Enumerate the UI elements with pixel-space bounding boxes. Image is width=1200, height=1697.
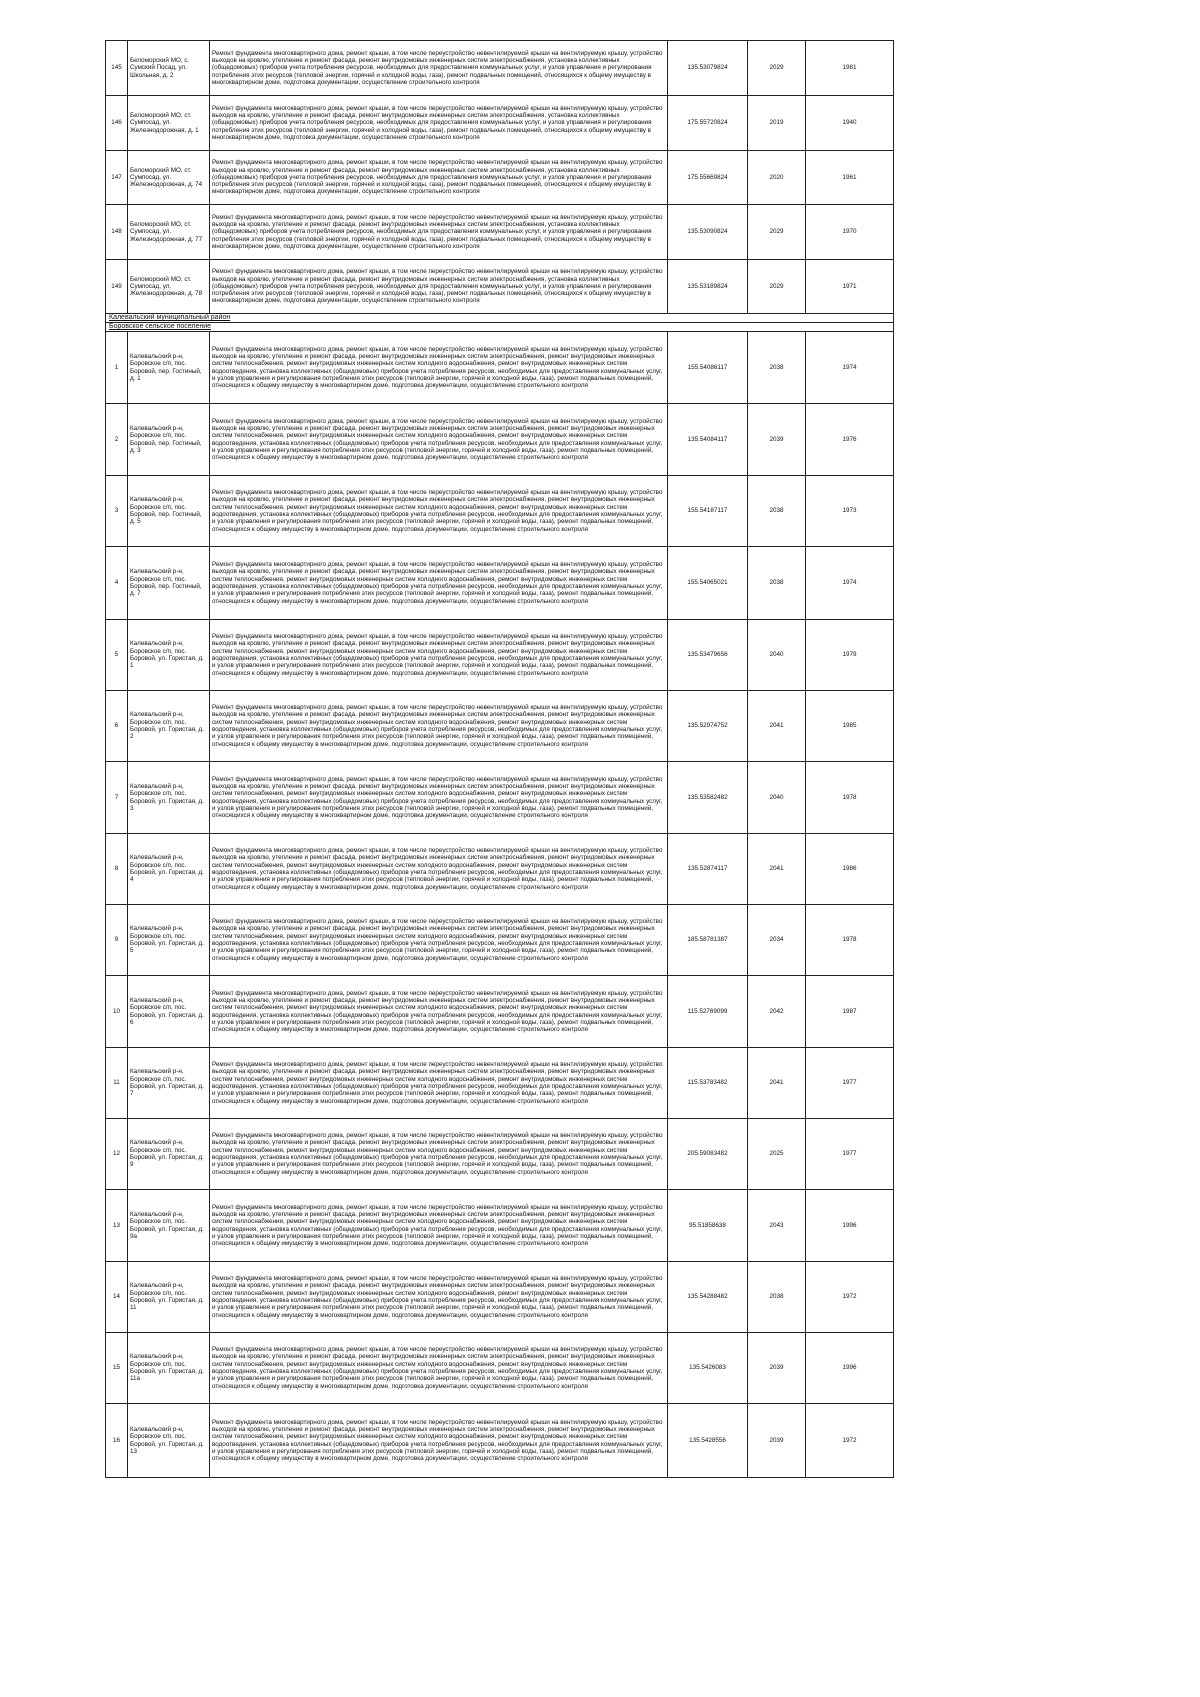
address-cell: Беломорский МО, ст. Сумпосад, ул. Железнодорожная, д. 78 xyxy=(128,260,210,314)
address-cell: Калевальский р-н, Боровское с/п, пос. Боровой, пер. Гостиный, д. 5 xyxy=(128,476,210,547)
row-number: 13 xyxy=(106,1190,128,1262)
row-number: 8 xyxy=(106,834,128,905)
address-cell: Беломорский МО, ст. Сумпосад, ул. Железнодорожная, д. 1 xyxy=(128,96,210,151)
table-row xyxy=(106,404,894,476)
table-row xyxy=(106,905,894,976)
planned-year-cell: 2034 xyxy=(748,905,806,976)
row-number: 14 xyxy=(106,1262,128,1333)
works-description-cell: Ремонт фундамента многоквартирного дома, ремонт крыши, в том числе переустройство невентилируемой крыши на вентилируемую крышу, устройство выходов на кровлю, утепление и ремонт фасада, ремонт внутридомовых инженерных систем электроснабжения, ремонт внутридомовых инженерных систем теплоснабжения, ремонт внутридомовых инженерных систем холодного водоснабжения, ремонт внутридомовых инженерных систем водоотведения, установка коллективных (общедомовых) приборов учета потребления ресурсов, необходимых для предоставления коммунальных услуг, и узлов управления и регулирования потребления этих ресурсов (тепловой энергии, горячей и холодной воды, газа), ремонт подвальных помещений, относящихся к общему имуществу в многоквартирном доме, подготовка документации, осуществление строительного контроля xyxy=(210,404,668,476)
row-number: 12 xyxy=(106,1119,128,1190)
planned-year-cell: 2025 xyxy=(748,1119,806,1190)
planned-year-cell: 2038 xyxy=(748,332,806,404)
commissioning-year-cell: 1978 xyxy=(806,905,894,976)
row-number: 146 xyxy=(106,96,128,151)
value-cell: 155.54187117 xyxy=(668,476,748,547)
commissioning-year-cell: 1974 xyxy=(806,332,894,404)
value-cell: 135.53582482 xyxy=(668,762,748,834)
row-number: 148 xyxy=(106,205,128,260)
planned-year-cell: 2042 xyxy=(748,976,806,1048)
row-number: 1 xyxy=(106,332,128,404)
value-cell: 135.5428556 xyxy=(668,1404,748,1478)
planned-year-cell: 2039 xyxy=(748,404,806,476)
works-description-cell: Ремонт фундамента многоквартирного дома, ремонт крыши, в том числе переустройство невентилируемой крыши на вентилируемую крышу, устройство выходов на кровлю, утепление и ремонт фасада, ремонт внутридомовых инженерных систем электроснабжения, ремонт внутридомовых инженерных систем теплоснабжения, ремонт внутридомовых инженерных систем холодного водоснабжения, ремонт внутридомовых инженерных систем водоотведения, установка коллективных (общедомовых) приборов учета потребления ресурсов, необходимых для предоставления коммунальных услуг, и узлов управления и регулирования потребления этих ресурсов (тепловой энергии, горячей и холодной воды, газа), ремонт подвальных помещений, относящихся к общему имуществу в многоквартирном доме, подготовка документации, осуществление строительного контроля xyxy=(210,547,668,620)
table-row xyxy=(106,332,894,404)
works-description-cell: Ремонт фундамента многоквартирного дома, ремонт крыши, в том числе переустройство невентилируемой крыши на вентилируемую крышу, устройство выходов на кровлю, утепление и ремонт фасада, ремонт внутридомовых инженерных систем электроснабжения, ремонт внутридомовых инженерных систем теплоснабжения, ремонт внутридомовых инженерных систем холодного водоснабжения, ремонт внутридомовых инженерных систем водоотведения, установка коллективных (общедомовых) приборов учета потребления ресурсов, необходимых для предоставления коммунальных услуг, и узлов управления и регулирования потребления этих ресурсов (тепловой энергии, горячей и холодной воды, газа), ремонт подвальных помещений, относящихся к общему имуществу в многоквартирном доме, подготовка документации, осуществление строительного контроля xyxy=(210,834,668,905)
address-cell: Калевальский р-н, Боровское с/п, пос. Боровой, пер. Гостиный, д. 1 xyxy=(128,332,210,404)
commissioning-year-cell: 1981 xyxy=(806,41,894,96)
planned-year-cell: 2039 xyxy=(748,1333,806,1404)
planned-year-cell: 2029 xyxy=(748,205,806,260)
commissioning-year-cell: 1970 xyxy=(806,205,894,260)
value-cell: 185.58781387 xyxy=(668,905,748,976)
commissioning-year-cell: 1961 xyxy=(806,151,894,205)
value-cell: 135.5426083 xyxy=(668,1333,748,1404)
row-number: 149 xyxy=(106,260,128,314)
works-description-cell: Ремонт фундамента многоквартирного дома, ремонт крыши, в том числе переустройство невентилируемой крыши на вентилируемую крышу, устройство выходов на кровлю, утепление и ремонт фасада, ремонт внутридомовых инженерных систем электроснабжения, установка коллективных (общедомовых) приборов учета потребления ресурсов, необходимых для предоставления коммунальных услуг, и узлов управления и регулирования потребления этих ресурсов (тепловой энергии, горячей и холодной воды, газа), ремонт подвальных помещений, относящихся к общему имуществу в многоквартирном доме, подготовка документации, осуществление строительного контроля xyxy=(210,151,668,205)
table-row xyxy=(106,96,894,151)
value-cell: 135.53079824 xyxy=(668,41,748,96)
planned-year-cell: 2038 xyxy=(748,1262,806,1333)
works-description-cell: Ремонт фундамента многоквартирного дома, ремонт крыши, в том числе переустройство невентилируемой крыши на вентилируемую крышу, устройство выходов на кровлю, утепление и ремонт фасада, ремонт внутридомовых инженерных систем электроснабжения, ремонт внутридомовых инженерных систем теплоснабжения, ремонт внутридомовых инженерных систем холодного водоснабжения, ремонт внутридомовых инженерных систем водоотведения, установка коллективных (общедомовых) приборов учета потребления ресурсов, необходимых для предоставления коммунальных услуг, и узлов управления и регулирования потребления этих ресурсов (тепловой энергии, горячей и холодной воды, газа), ремонт подвальных помещений, относящихся к общему имуществу в многоквартирном доме, подготовка документации, осуществление строительного контроля xyxy=(210,476,668,547)
works-description-cell: Ремонт фундамента многоквартирного дома, ремонт крыши, в том числе переустройство невентилируемой крыши на вентилируемую крышу, устройство выходов на кровлю, утепление и ремонт фасада, ремонт внутридомовых инженерных систем электроснабжения, ремонт внутридомовых инженерных систем теплоснабжения, ремонт внутридомовых инженерных систем холодного водоснабжения, ремонт внутридомовых инженерных систем водоотведения, установка коллективных (общедомовых) приборов учета потребления ресурсов, необходимых для предоставления коммунальных услуг, и узлов управления и регулирования потребления этих ресурсов (тепловой энергии, горячей и холодной воды, газа), ремонт подвальных помещений, относящихся к общему имуществу в многоквартирном доме, подготовка документации, осуществление строительного контроля xyxy=(210,1333,668,1404)
table-row xyxy=(106,1404,894,1478)
value-cell: 135.53090824 xyxy=(668,205,748,260)
address-cell: Калевальский р-н, Боровское с/п, пос. Боровой, ул. Гористая, д. 3 xyxy=(128,762,210,834)
table-row xyxy=(106,762,894,834)
commissioning-year-cell: 1979 xyxy=(806,620,894,691)
table-row xyxy=(106,476,894,547)
works-description-cell: Ремонт фундамента многоквартирного дома, ремонт крыши, в том числе переустройство невентилируемой крыши на вентилируемую крышу, устройство выходов на кровлю, утепление и ремонт фасада, ремонт внутридомовых инженерных систем электроснабжения, установка коллективных (общедомовых) приборов учета потребления ресурсов, необходимых для предоставления коммунальных услуг, и узлов управления и регулирования потребления этих ресурсов (тепловой энергии, горячей и холодной воды, газа), ремонт подвальных помещений, относящихся к общему имуществу в многоквартирном доме, подготовка документации, осуществление строительного контроля xyxy=(210,96,668,151)
repair-schedule-sheet xyxy=(105,40,893,1478)
table-row xyxy=(106,547,894,620)
commissioning-year-cell: 1996 xyxy=(806,1333,894,1404)
address-cell: Калевальский р-н, Боровское с/п, пос. Боровой, ул. Гористая, д. 4 xyxy=(128,834,210,905)
commissioning-year-cell: 1977 xyxy=(806,1119,894,1190)
planned-year-cell: 2029 xyxy=(748,41,806,96)
value-cell: 135.52874117 xyxy=(668,834,748,905)
row-number: 4 xyxy=(106,547,128,620)
value-cell: 135.53479656 xyxy=(668,620,748,691)
settlement-header-row-label: Боровское сельское поселение xyxy=(106,323,894,332)
value-cell: 175.55669824 xyxy=(668,151,748,205)
commissioning-year-cell: 1978 xyxy=(806,762,894,834)
commissioning-year-cell: 1996 xyxy=(806,1190,894,1262)
value-cell: 155.54086117 xyxy=(668,332,748,404)
value-cell: 135.52974752 xyxy=(668,691,748,762)
value-cell: 205.59083482 xyxy=(668,1119,748,1190)
address-cell: Калевальский р-н, Боровское с/п, пос. Боровой, ул. Гористая, д. 13 xyxy=(128,1404,210,1478)
row-number: 145 xyxy=(106,41,128,96)
value-cell: 115.53783482 xyxy=(668,1048,748,1119)
district-header-row xyxy=(106,314,894,323)
value-cell: 175.55720824 xyxy=(668,96,748,151)
commissioning-year-cell: 1977 xyxy=(806,1048,894,1119)
table-row xyxy=(106,1190,894,1262)
works-description-cell: Ремонт фундамента многоквартирного дома, ремонт крыши, в том числе переустройство невентилируемой крыши на вентилируемую крышу, устройство выходов на кровлю, утепление и ремонт фасада, ремонт внутридомовых инженерных систем электроснабжения, ремонт внутридомовых инженерных систем теплоснабжения, ремонт внутридомовых инженерных систем холодного водоснабжения, ремонт внутридомовых инженерных систем водоотведения, установка коллективных (общедомовых) приборов учета потребления ресурсов, необходимых для предоставления коммунальных услуг, и узлов управления и регулирования потребления этих ресурсов (тепловой энергии, горячей и холодной воды, газа), ремонт подвальных помещений, относящихся к общему имуществу в многоквартирном доме, подготовка документации, осуществление строительного контроля xyxy=(210,1404,668,1478)
planned-year-cell: 2039 xyxy=(748,1404,806,1478)
address-cell: Калевальский р-н, Боровское с/п, пос. Боровой, ул. Гористая, д. 6 xyxy=(128,976,210,1048)
works-description-cell: Ремонт фундамента многоквартирного дома, ремонт крыши, в том числе переустройство невентилируемой крыши на вентилируемую крышу, устройство выходов на кровлю, утепление и ремонт фасада, ремонт внутридомовых инженерных систем электроснабжения, ремонт внутридомовых инженерных систем теплоснабжения, ремонт внутридомовых инженерных систем холодного водоснабжения, ремонт внутридомовых инженерных систем водоотведения, установка коллективных (общедомовых) приборов учета потребления ресурсов, необходимых для предоставления коммунальных услуг, и узлов управления и регулирования потребления этих ресурсов (тепловой энергии, горячей и холодной воды, газа), ремонт подвальных помещений, относящихся к общему имуществу в многоквартирном доме, подготовка документации, осуществление строительного контроля xyxy=(210,976,668,1048)
works-description-cell: Ремонт фундамента многоквартирного дома, ремонт крыши, в том числе переустройство невентилируемой крыши на вентилируемую крышу, устройство выходов на кровлю, утепление и ремонт фасада, ремонт внутридомовых инженерных систем электроснабжения, ремонт внутридомовых инженерных систем теплоснабжения, ремонт внутридомовых инженерных систем холодного водоснабжения, ремонт внутридомовых инженерных систем водоотведения, установка коллективных (общедомовых) приборов учета потребления ресурсов, необходимых для предоставления коммунальных услуг, и узлов управления и регулирования потребления этих ресурсов (тепловой энергии, горячей и холодной воды, газа), ремонт подвальных помещений, относящихся к общему имуществу в многоквартирном доме, подготовка документации, осуществление строительного контроля xyxy=(210,332,668,404)
planned-year-cell: 2029 xyxy=(748,260,806,314)
row-number: 5 xyxy=(106,620,128,691)
row-number: 2 xyxy=(106,404,128,476)
planned-year-cell: 2038 xyxy=(748,476,806,547)
commissioning-year-cell: 1974 xyxy=(806,547,894,620)
row-number: 7 xyxy=(106,762,128,834)
address-cell: Калевальский р-н, Боровское с/п, пос. Боровой, ул. Гористая, д. 9а xyxy=(128,1190,210,1262)
planned-year-cell: 2041 xyxy=(748,834,806,905)
value-cell: 115.52769099 xyxy=(668,976,748,1048)
address-cell: Калевальский р-н, Боровское с/п, пос. Боровой, ул. Гористая, д. 1 xyxy=(128,620,210,691)
works-description-cell: Ремонт фундамента многоквартирного дома, ремонт крыши, в том числе переустройство невентилируемой крыши на вентилируемую крышу, устройство выходов на кровлю, утепление и ремонт фасада, ремонт внутридомовых инженерных систем электроснабжения, установка коллективных (общедомовых) приборов учета потребления ресурсов, необходимых для предоставления коммунальных услуг, и узлов управления и регулирования потребления этих ресурсов (тепловой энергии, горячей и холодной воды, газа), ремонт подвальных помещений, относящихся к общему имуществу в многоквартирном доме, подготовка документации, осуществление строительного контроля xyxy=(210,205,668,260)
row-number: 15 xyxy=(106,1333,128,1404)
address-cell: Калевальский р-н, Боровское с/п, пос. Боровой, ул. Гористая, д. 9 xyxy=(128,1119,210,1190)
district-header-row-label: Калевальский муниципальный район xyxy=(106,314,894,323)
row-number: 9 xyxy=(106,905,128,976)
works-description-cell: Ремонт фундамента многоквартирного дома, ремонт крыши, в том числе переустройство невентилируемой крыши на вентилируемую крышу, устройство выходов на кровлю, утепление и ремонт фасада, ремонт внутридомовых инженерных систем электроснабжения, установка коллективных (общедомовых) приборов учета потребления ресурсов, необходимых для предоставления коммунальных услуг, и узлов управления и регулирования потребления этих ресурсов (тепловой энергии, горячей и холодной воды, газа), ремонт подвальных помещений, относящихся к общему имуществу в многоквартирном доме, подготовка документации, осуществление строительного контроля xyxy=(210,41,668,96)
table-row xyxy=(106,1048,894,1119)
table-row xyxy=(106,205,894,260)
address-cell: Беломорский МО, ст. Сумпосад, ул. Железнодорожная, д. 77 xyxy=(128,205,210,260)
table-row xyxy=(106,620,894,691)
works-description-cell: Ремонт фундамента многоквартирного дома, ремонт крыши, в том числе переустройство невентилируемой крыши на вентилируемую крышу, устройство выходов на кровлю, утепление и ремонт фасада, ремонт внутридомовых инженерных систем электроснабжения, установка коллективных (общедомовых) приборов учета потребления ресурсов, необходимых для предоставления коммунальных услуг, и узлов управления и регулирования потребления этих ресурсов (тепловой энергии, горячей и холодной воды, газа), ремонт подвальных помещений, относящихся к общему имуществу в многоквартирном доме, подготовка документации, осуществление строительного контроля xyxy=(210,260,668,314)
row-number: 3 xyxy=(106,476,128,547)
address-cell: Калевальский р-н, Боровское с/п, пос. Боровой, ул. Гористая, д. 7 xyxy=(128,1048,210,1119)
value-cell: 135.54084117 xyxy=(668,404,748,476)
works-description-cell: Ремонт фундамента многоквартирного дома, ремонт крыши, в том числе переустройство невентилируемой крыши на вентилируемую крышу, устройство выходов на кровлю, утепление и ремонт фасада, ремонт внутридомовых инженерных систем электроснабжения, ремонт внутридомовых инженерных систем теплоснабжения, ремонт внутридомовых инженерных систем холодного водоснабжения, ремонт внутридомовых инженерных систем водоотведения, установка коллективных (общедомовых) приборов учета потребления ресурсов, необходимых для предоставления коммунальных услуг, и узлов управления и регулирования потребления этих ресурсов (тепловой энергии, горячей и холодной воды, газа), ремонт подвальных помещений, относящихся к общему имуществу в многоквартирном доме, подготовка документации, осуществление строительного контроля xyxy=(210,691,668,762)
repair-schedule-table xyxy=(105,40,894,1478)
commissioning-year-cell: 1986 xyxy=(806,834,894,905)
row-number: 147 xyxy=(106,151,128,205)
works-description-cell: Ремонт фундамента многоквартирного дома, ремонт крыши, в том числе переустройство невентилируемой крыши на вентилируемую крышу, устройство выходов на кровлю, утепление и ремонт фасада, ремонт внутридомовых инженерных систем электроснабжения, ремонт внутридомовых инженерных систем теплоснабжения, ремонт внутридомовых инженерных систем холодного водоснабжения, ремонт внутридомовых инженерных систем водоотведения, установка коллективных (общедомовых) приборов учета потребления ресурсов, необходимых для предоставления коммунальных услуг, и узлов управления и регулирования потребления этих ресурсов (тепловой энергии, горячей и холодной воды, газа), ремонт подвальных помещений, относящихся к общему имуществу в многоквартирном доме, подготовка документации, осуществление строительного контроля xyxy=(210,762,668,834)
planned-year-cell: 2041 xyxy=(748,691,806,762)
address-cell: Беломорский МО, ст. Сумпосад, ул. Железнодорожная, д. 74 xyxy=(128,151,210,205)
address-cell: Калевальский р-н, Боровское с/п, пос. Боровой, ул. Гористая, д. 5 xyxy=(128,905,210,976)
table-row xyxy=(106,691,894,762)
table-row xyxy=(106,1333,894,1404)
table-row xyxy=(106,1262,894,1333)
commissioning-year-cell: 1972 xyxy=(806,1404,894,1478)
works-description-cell: Ремонт фундамента многоквартирного дома, ремонт крыши, в том числе переустройство невентилируемой крыши на вентилируемую крышу, устройство выходов на кровлю, утепление и ремонт фасада, ремонт внутридомовых инженерных систем электроснабжения, ремонт внутридомовых инженерных систем теплоснабжения, ремонт внутридомовых инженерных систем холодного водоснабжения, ремонт внутридомовых инженерных систем водоотведения, установка коллективных (общедомовых) приборов учета потребления ресурсов, необходимых для предоставления коммунальных услуг, и узлов управления и регулирования потребления этих ресурсов (тепловой энергии, горячей и холодной воды, газа), ремонт подвальных помещений, относящихся к общему имуществу в многоквартирном доме, подготовка документации, осуществление строительного контроля xyxy=(210,1190,668,1262)
planned-year-cell: 2038 xyxy=(748,547,806,620)
row-number: 11 xyxy=(106,1048,128,1119)
value-cell: 135.54288482 xyxy=(668,1262,748,1333)
address-cell: Калевальский р-н, Боровское с/п, пос. Боровой, пер. Гостиный, д. 3 xyxy=(128,404,210,476)
commissioning-year-cell: 1972 xyxy=(806,1262,894,1333)
address-cell: Калевальский р-н, Боровское с/п, пос. Боровой, ул. Гористая, д. 2 xyxy=(128,691,210,762)
address-cell: Беломорский МО, с. Сумский Посад, ул. Школьная, д. 2 xyxy=(128,41,210,96)
address-cell: Калевальский р-н, Боровское с/п, пос. Боровой, ул. Гористая, д. 11а xyxy=(128,1333,210,1404)
commissioning-year-cell: 1987 xyxy=(806,976,894,1048)
planned-year-cell: 2043 xyxy=(748,1190,806,1262)
planned-year-cell: 2040 xyxy=(748,762,806,834)
table-row xyxy=(106,260,894,314)
works-description-cell: Ремонт фундамента многоквартирного дома, ремонт крыши, в том числе переустройство невентилируемой крыши на вентилируемую крышу, устройство выходов на кровлю, утепление и ремонт фасада, ремонт внутридомовых инженерных систем электроснабжения, ремонт внутридомовых инженерных систем теплоснабжения, ремонт внутридомовых инженерных систем холодного водоснабжения, ремонт внутридомовых инженерных систем водоотведения, установка коллективных (общедомовых) приборов учета потребления ресурсов, необходимых для предоставления коммунальных услуг, и узлов управления и регулирования потребления этих ресурсов (тепловой энергии, горячей и холодной воды, газа), ремонт подвальных помещений, относящихся к общему имуществу в многоквартирном доме, подготовка документации, осуществление строительного контроля xyxy=(210,1262,668,1333)
works-description-cell: Ремонт фундамента многоквартирного дома, ремонт крыши, в том числе переустройство невентилируемой крыши на вентилируемую крышу, устройство выходов на кровлю, утепление и ремонт фасада, ремонт внутридомовых инженерных систем электроснабжения, ремонт внутридомовых инженерных систем теплоснабжения, ремонт внутридомовых инженерных систем холодного водоснабжения, ремонт внутридомовых инженерных систем водоотведения, установка коллективных (общедомовых) приборов учета потребления ресурсов, необходимых для предоставления коммунальных услуг, и узлов управления и регулирования потребления этих ресурсов (тепловой энергии, горячей и холодной воды, газа), ремонт подвальных помещений, относящихся к общему имуществу в многоквартирном доме, подготовка документации, осуществление строительного контроля xyxy=(210,1119,668,1190)
planned-year-cell: 2019 xyxy=(748,96,806,151)
row-number: 16 xyxy=(106,1404,128,1478)
table-row xyxy=(106,834,894,905)
planned-year-cell: 2020 xyxy=(748,151,806,205)
value-cell: 95.51858638 xyxy=(668,1190,748,1262)
table-row xyxy=(106,41,894,96)
address-cell: Калевальский р-н, Боровское с/п, пос. Боровой, пер. Гостиный, д. 7 xyxy=(128,547,210,620)
planned-year-cell: 2040 xyxy=(748,620,806,691)
table-body xyxy=(106,41,894,1478)
works-description-cell: Ремонт фундамента многоквартирного дома, ремонт крыши, в том числе переустройство невентилируемой крыши на вентилируемую крышу, устройство выходов на кровлю, утепление и ремонт фасада, ремонт внутридомовых инженерных систем электроснабжения, ремонт внутридомовых инженерных систем теплоснабжения, ремонт внутридомовых инженерных систем холодного водоснабжения, ремонт внутридомовых инженерных систем водоотведения, установка коллективных (общедомовых) приборов учета потребления ресурсов, необходимых для предоставления коммунальных услуг, и узлов управления и регулирования потребления этих ресурсов (тепловой энергии, горячей и холодной воды, газа), ремонт подвальных помещений, относящихся к общему имуществу в многоквартирном доме, подготовка документации, осуществление строительного контроля xyxy=(210,620,668,691)
table-row xyxy=(106,1119,894,1190)
value-cell: 155.54065021 xyxy=(668,547,748,620)
works-description-cell: Ремонт фундамента многоквартирного дома, ремонт крыши, в том числе переустройство невентилируемой крыши на вентилируемую крышу, устройство выходов на кровлю, утепление и ремонт фасада, ремонт внутридомовых инженерных систем электроснабжения, ремонт внутридомовых инженерных систем теплоснабжения, ремонт внутридомовых инженерных систем холодного водоснабжения, ремонт внутридомовых инженерных систем водоотведения, установка коллективных (общедомовых) приборов учета потребления ресурсов, необходимых для предоставления коммунальных услуг, и узлов управления и регулирования потребления этих ресурсов (тепловой энергии, горячей и холодной воды, газа), ремонт подвальных помещений, относящихся к общему имуществу в многоквартирном доме, подготовка документации, осуществление строительного контроля xyxy=(210,905,668,976)
commissioning-year-cell: 1976 xyxy=(806,404,894,476)
settlement-header-row xyxy=(106,323,894,332)
row-number: 10 xyxy=(106,976,128,1048)
commissioning-year-cell: 1973 xyxy=(806,476,894,547)
value-cell: 135.53189824 xyxy=(668,260,748,314)
works-description-cell: Ремонт фундамента многоквартирного дома, ремонт крыши, в том числе переустройство невентилируемой крыши на вентилируемую крышу, устройство выходов на кровлю, утепление и ремонт фасада, ремонт внутридомовых инженерных систем электроснабжения, ремонт внутридомовых инженерных систем теплоснабжения, ремонт внутридомовых инженерных систем холодного водоснабжения, ремонт внутридомовых инженерных систем водоотведения, установка коллективных (общедомовых) приборов учета потребления ресурсов, необходимых для предоставления коммунальных услуг, и узлов управления и регулирования потребления этих ресурсов (тепловой энергии, горячей и холодной воды, газа), ремонт подвальных помещений, относящихся к общему имуществу в многоквартирном доме, подготовка документации, осуществление строительного контроля xyxy=(210,1048,668,1119)
commissioning-year-cell: 1971 xyxy=(806,260,894,314)
planned-year-cell: 2041 xyxy=(748,1048,806,1119)
table-row xyxy=(106,151,894,205)
table-row xyxy=(106,976,894,1048)
commissioning-year-cell: 1940 xyxy=(806,96,894,151)
address-cell: Калевальский р-н, Боровское с/п, пос. Боровой, ул. Гористая, д. 11 xyxy=(128,1262,210,1333)
commissioning-year-cell: 1985 xyxy=(806,691,894,762)
row-number: 6 xyxy=(106,691,128,762)
